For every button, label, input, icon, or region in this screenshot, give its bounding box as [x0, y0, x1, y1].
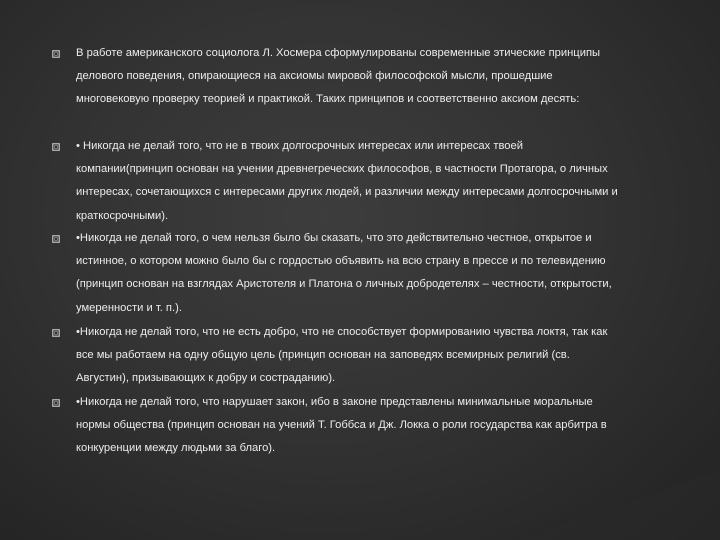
list-item-text: В работе американского социолога Л. Хосмера сформулированы современные этические принципы делового поведения, опирающиеся на аксиомы мировой философской мысли, прошедшие многовековую проверку теорией и практикой. Таких принципов и соответственно аксиом десять: — [76, 47, 601, 106]
hollow-square-bullet-icon — [52, 50, 60, 58]
list-item-text: • Никогда не делай того, что не в твоих долгосрочных интересах или интересах твоей компании(принцип основан на учении древнегреческих философов, в частности Протагора, о личных интересах, сочетающихся с интересами других людей, и различии между интересами долгосрочными и краткосрочными). — [76, 140, 618, 222]
list-item — [52, 227, 622, 320]
list-item-text: •Никогда не делай того, что нарушает закон, ибо в законе представлены минимальные моральные нормы общества (принцип основан на учений Т. Гоббса и Дж. Локка о роли государства как арбитра в конкуренции между людьми за благо). — [76, 396, 607, 455]
list-item-text: •Никогда не делай того, о чем нельзя было бы сказать, что это действительно честное, открытое и истинное, о котором можно было бы с гордостью объявить на всю страну в прессе и по телевидению (принцип основан на взглядах Аристотеля и Платона о личных добродетелях – честности, открытости, умеренности и т. п.). — [76, 232, 612, 314]
list-item — [52, 391, 622, 461]
hollow-square-bullet-icon — [52, 235, 60, 243]
list-item — [52, 135, 622, 228]
list-item — [52, 42, 622, 112]
list-item — [52, 321, 622, 391]
list-item-text: •Никогда не делай того, что не есть добро, что не способствует формированию чувства локтя, так как все мы работаем на одну общую цель (принцип основан на заповедях всемирных религий (св. Августин), призывающих к добру и состраданию). — [76, 326, 608, 385]
hollow-square-bullet-icon — [52, 329, 60, 337]
hollow-square-bullet-icon — [52, 399, 60, 407]
corner-shade — [520, 470, 720, 540]
hollow-square-bullet-icon — [52, 143, 60, 151]
